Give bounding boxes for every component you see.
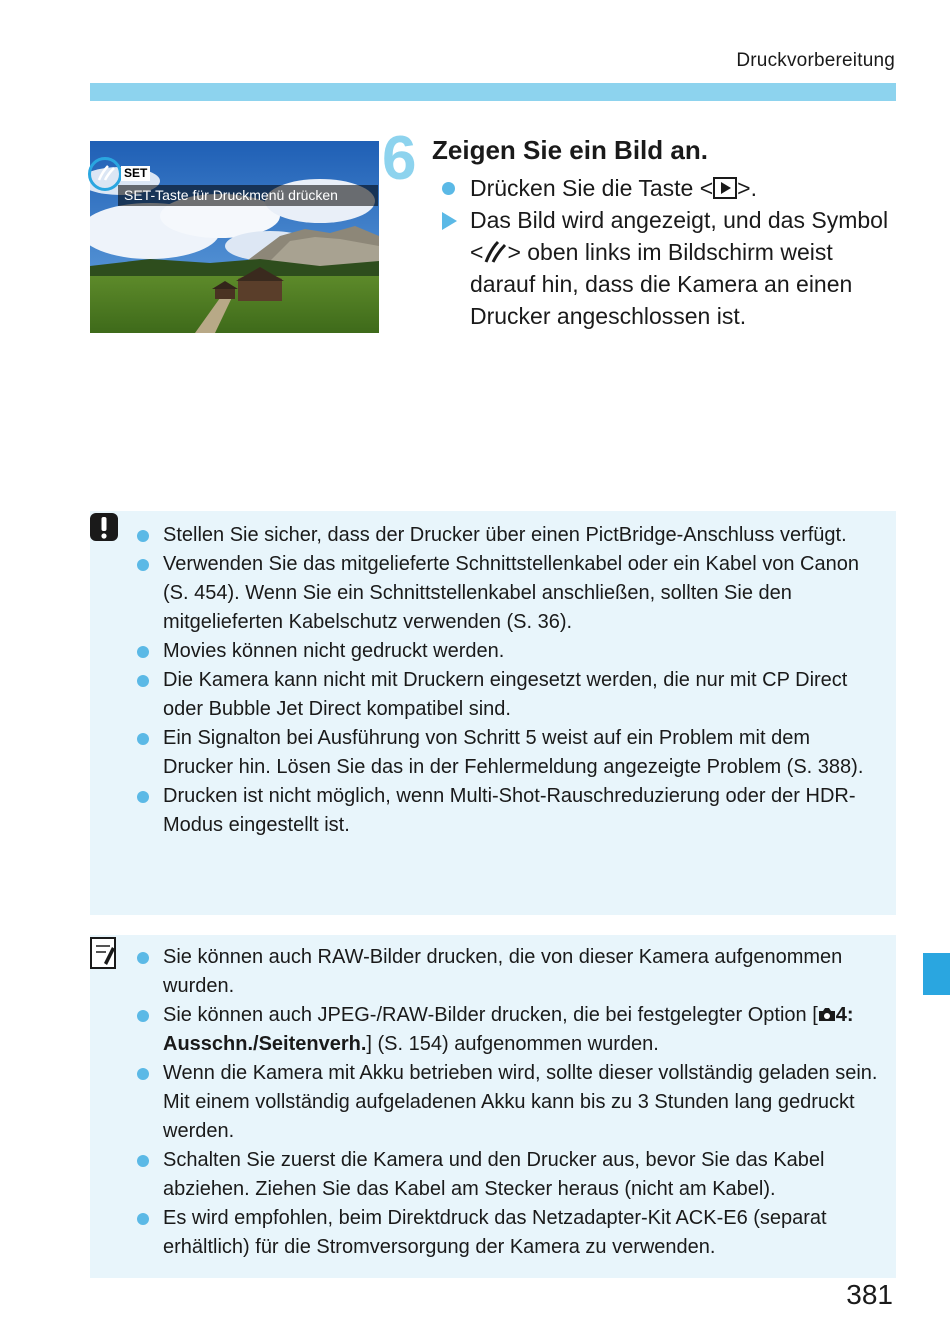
memo-item: Wenn die Kamera mit Akku betrieben wird, sollte dieser vollständig geladen sein. Mit einem vollständig aufgeladenen Akku kann bis zu 3 Stunden lang gedruckt werden. <box>135 1059 880 1146</box>
bullet-dot-icon <box>137 530 149 542</box>
caution-item: Movies können nicht gedruckt werden. <box>135 637 880 666</box>
pictbridge-inline-icon <box>483 239 507 265</box>
step-bullet-result: Das Bild wird angezeigt, und das Symbol < > oben links im Bildschirm weist darauf hin, dass die Kamera an einen Drucker angeschlossen ist. <box>440 204 900 332</box>
bullet-dot-icon <box>137 1068 149 1080</box>
step-heading: Zeigen Sie ein Bild an. <box>432 135 708 165</box>
memo-list <box>135 943 880 1262</box>
print-menu-hint: SET-Taste für Druckmenü drücken <box>118 185 378 206</box>
camera-tab-icon <box>818 1006 836 1022</box>
caution-icon <box>88 511 120 543</box>
playback-button-icon <box>713 177 737 199</box>
memo-icon <box>88 935 118 971</box>
memo-item: Es wird empfohlen, beim Direktdruck das Netzadapter-Kit ACK-E6 (separat erhältlich) für die Stromversorgung der Kamera zu verwenden. <box>135 1204 880 1262</box>
bullet-dot-icon <box>442 182 455 195</box>
bullet-dot-icon <box>137 952 149 964</box>
result-arrow-icon <box>442 212 457 230</box>
chapter-tab <box>923 953 950 995</box>
step-number: 6 <box>382 124 417 193</box>
pictbridge-icon <box>96 163 116 183</box>
set-badge: SET <box>121 166 150 181</box>
memo-item: Sie können auch JPEG-/RAW-Bilder drucken, die bei festgelegter Option [ 4: Ausschn./Seitenverh.] (S. 154) aufgenommen wurden. <box>135 1001 880 1059</box>
caution-item: Ein Signalton bei Ausführung von Schritt 5 weist auf ein Problem mit dem Drucker hin. Lösen Sie das in der Fehlermeldung angezeigte Problem (S. 388). <box>135 724 880 782</box>
caution-item: Stellen Sie sicher, dass der Drucker über einen PictBridge-Anschluss verfügt. <box>135 521 880 550</box>
memo-item: Sie können auch RAW-Bilder drucken, die von dieser Kamera aufgenommen wurden. <box>135 943 880 1001</box>
bullet-dot-icon <box>137 733 149 745</box>
step-instructions <box>440 172 900 332</box>
caution-item: Verwenden Sie das mitgelieferte Schnittstellenkabel oder ein Kabel von Canon (S. 454). Wenn Sie ein Schnittstellenkabel anschließen, sollten Sie den mitgelieferten Kabelschutz verwenden (S. 36). <box>135 550 880 637</box>
step-bullet-action: Drücken Sie die Taste < >. <box>440 172 900 204</box>
memo-item: Schalten Sie zuerst die Kamera und den Drucker aus, bevor Sie das Kabel abziehen. Ziehen Sie das Kabel am Stecker heraus (nicht am Kabel). <box>135 1146 880 1204</box>
header-bar <box>90 83 896 101</box>
memo-box <box>90 935 896 1278</box>
bullet-dot-icon <box>137 646 149 658</box>
section-title: Druckvorbereitung <box>736 50 895 71</box>
caution-item: Drucken ist nicht möglich, wenn Multi-Shot-Rauschreduzierung oder der HDR-Modus eingestellt ist. <box>135 782 880 840</box>
bullet-dot-icon <box>137 791 149 803</box>
bullet-dot-icon <box>137 1010 149 1022</box>
caution-item: Die Kamera kann nicht mit Druckern eingesetzt werden, die nur mit CP Direct oder Bubble Jet Direct kompatibel sind. <box>135 666 880 724</box>
caution-list <box>135 521 880 840</box>
page-number: 381 <box>846 1279 893 1310</box>
caution-box <box>90 511 896 915</box>
bullet-dot-icon <box>137 1213 149 1225</box>
bullet-dot-icon <box>137 1155 149 1167</box>
bullet-dot-icon <box>137 559 149 571</box>
bullet-dot-icon <box>137 675 149 687</box>
